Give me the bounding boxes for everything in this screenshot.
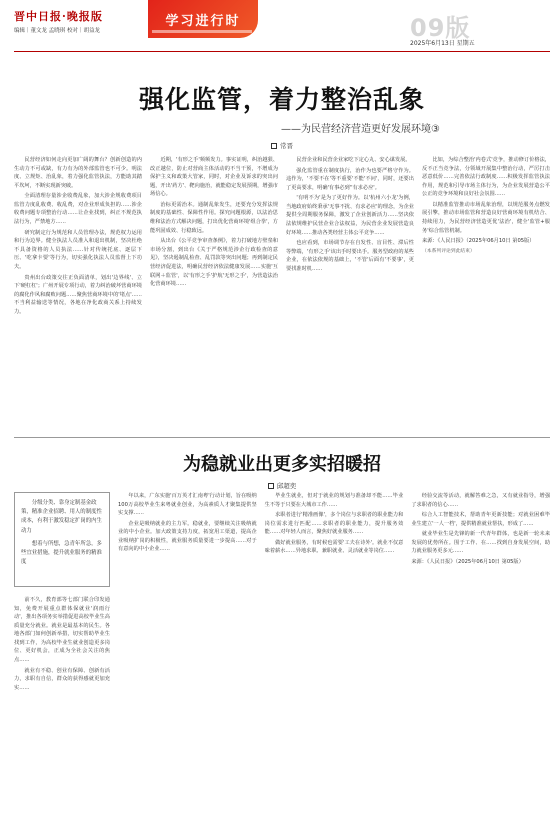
article1-col3 xyxy=(286,156,414,426)
paragraph: 企业是吸纳就业的主力军。稳就业，要继续关注吸纳就业的中小企业。加大政策支持力度，拓宽用工渠道，提高企业吸纳扩岗的积极性，就业服务质量要进一步提高……对于有意向的中小企业…… xyxy=(118,520,257,553)
paragraph: 做好就业服务，有时候也需要'工夫在诗外'。就业不仅意味着薪水……异地求职、兼职就业、灵活就业等岗位…… xyxy=(264,539,404,555)
paragraph: 综合人工智能技术，帮助青年更新技能；对就业困难毕业生建立'一人一档'，提供精准就业帮扶，形成了…… xyxy=(411,512,550,527)
paragraph: 贵州出台政策交往正负面清单，划出'边界线'、立下'硬杠杠'；广州开展专项行动，着力纠治破坏营商环境的腐化作风和腐败问题……聚焦营商环境中的'堵点'……不当利益输送等情况，各地在净化政商关系上持续发力。 xyxy=(14,274,142,315)
article-divider xyxy=(14,437,550,438)
paragraph: 也应看到，市场调节存在自发性、盲目性、滞后性等弊端，'有形之手'该出手时要出手。服务型政府的某些企业，在依法依规的基础上，'不管'后面有'不要事'，更要找准时机…… xyxy=(286,240,414,272)
article2-col4 xyxy=(411,492,550,802)
paragraph: 前不久，教育部等七部门联合印发通知，免费开展重点群体保就业'润雨行动'，推出各项务实举措促进高校毕业生高质量充分就业。就业是最基本的民生。各地各部门如何创新举措，切实帮助毕业生找到工作，为高校毕业生就业创造更多岗位、更好机会，正成为全社会关注的焦点…… xyxy=(14,597,110,664)
summary-point: 分级分类、靠身定制基金政策，精准企业招聘、用人的制度性成本，有利于激发稳定扩岗的内生动力 xyxy=(21,500,102,534)
paragraph: 治标更需治本。通制乱象发生，还要充分发挥法规制度的基础性、保障性作用。探究问题根源，以法治思维和法治方式解决问题，打出优化营商环境'组合拳'，方能巩固成效、行稳致远。 xyxy=(150,201,278,234)
header-rule xyxy=(14,51,550,52)
article1-subhead: ——为民营经济营造更好发展环境③ xyxy=(281,124,440,135)
paragraph: '有明不为'是为了更好作为。以'杭州六小龙'为例，当地政府始终秉承'无事不扰、有求必应'的理念，为企业提供全周期服务保障，激发了企业创新活力……坚决依法依规维护民营企业合法权益，为民营企业发展营造良好环境……推动各类经营主体公平竞争…… xyxy=(286,195,414,236)
article1-headline: 强化监管，着力整治乱象 xyxy=(138,85,425,114)
paragraph: 全面清理存量涉企收费乱象，加大涉企规收费项目监管力度乱收费、收乱费，对企业形成负担的……涉企收费问题专项整治行动……让企业找到，纠正不规范执法行为，严禁地方…… xyxy=(14,193,142,226)
newspaper-logo: 晋中日报·晚报版 xyxy=(14,10,103,23)
paragraph: 就业毕业生是先锋的新一代青年群体，也是新一轮未来发展的优势所在。围于工作、在……找到自身发展空间，助力就业服务更多元…… xyxy=(411,531,550,555)
article2-byline xyxy=(14,481,550,490)
article2-col2 xyxy=(118,492,257,802)
issue-date: 2025年6月13日 星期五 xyxy=(410,40,475,47)
page-number: 09版 xyxy=(410,14,471,42)
paragraph: 强化监管重在制度执行，治作为也要严格守作为。违作为，'不要不在'等不重要'不能'不问'，同时，还要出了更高要求，明确'有事必到''有求必应'。 xyxy=(286,167,414,191)
article-regulation xyxy=(14,80,550,426)
article2-source: 来源：《人民日报》（2025年06月10日 第05版） xyxy=(411,559,524,566)
paragraph: 研究制定行为规范和人员管理办法，规范权力运用和行为边界。健全执法人员准入和退出机制，坚决杜绝不具备资格的人员执法……针对传统托底、逐层下压、'吃拿卡要'等行为，切实强化执法人员监督上下功夫。 xyxy=(14,229,142,270)
paragraph: 经验交流等活动，就解答难之急，又有就业指导，增强了求职者的信心…… xyxy=(411,493,550,508)
summary-point: 想着与所想，急青年所急，多些宜业措施，提升就业服务的精准度 xyxy=(21,540,102,566)
article2-col1 xyxy=(14,596,110,801)
article1-source: 来源：《人民日报》（2025年06月10日 第05版） xyxy=(422,238,535,245)
article2-headline: 为稳就业出更多实招暖招 xyxy=(183,454,381,475)
article2-summary-box xyxy=(14,492,110,587)
article1-body xyxy=(14,156,550,426)
article2-col1-text xyxy=(14,596,110,692)
paragraph: 近期，'有形之手'频频发力。事实证明，纠治越狠、改正越位，防止对营商主体活动的不当干预，不增成为保护主义和政策大管家，同时，对企业及诉求的突出问题，开出'药方'、靶向施治，就能稳定发展预期，增强市场信心。 xyxy=(150,157,278,198)
paragraph: 民营经济如何走向更加广阔的舞台？创新创造的内生动力不可或缺，有力有为的外部监管也不可少。明法度、立规矩、治乱象，着力强化监管执法，方能助其踏平坎坷，不断实现新突破。 xyxy=(14,157,142,189)
article1-series-note: （本系列评论到此结束） xyxy=(422,248,475,254)
editor-credits: 编辑｜董文龙 孟晓琪 校对｜胡益龙 xyxy=(14,28,100,34)
article1-col2 xyxy=(150,156,278,426)
paragraph: 从出台《公平竞争审查条例》，着力打破地方壁垒和市场分割，到出台《关于严格规范涉企行政检查的意见》，坚决遏制乱检查、乱罚款等突出问题；再到制定民营经济促进法，明确民营经济依法健康发展……实施'互联网＋监管'，以'有形之手'护航'无形之手'，为营造法治化营商环境…… xyxy=(150,238,278,288)
article2-col3 xyxy=(265,492,404,802)
paragraph: 以精准监管推动市场乱象治理，以规范服务点燃发展引擎，推动市场监管和营造良好营商环境有机结合、持续用力，为民营经济营造更优'法治'，健全'监管+服务'综合监管机制。 xyxy=(422,201,550,234)
paragraph: 民营企业和民营企业家吃下定心丸、安心谋发展。 xyxy=(296,157,411,163)
paragraph: 求职者进行'精准画像'，多个岗位与求职者的职业能力和岗位需求进行匹配……求职者的职业能力，提升服务效能……对年轻人而言，聚焦好就业服务…… xyxy=(264,512,404,536)
section-banner xyxy=(148,0,258,38)
article2-author: 邱超奕 xyxy=(276,482,297,490)
paragraph: 毕业生就业，但对于就业的规划与准备却不能……毕业生不等于只要在大城市工作…… xyxy=(264,493,404,508)
paragraph: 就业有不稳、创业有保障、创新有活力，求职有自信，群众的获得感就更加充实…… xyxy=(14,667,110,691)
article1-byline xyxy=(14,141,550,150)
section-title: 学习进行时 xyxy=(165,14,241,29)
article1-author: 常晋 xyxy=(280,142,293,150)
byline-marker-icon xyxy=(268,483,274,489)
article2-body xyxy=(118,492,550,802)
byline-marker-icon xyxy=(271,143,277,149)
article1-col4 xyxy=(422,156,550,426)
paragraph: 比如，为综合整治'内卷式'竞争，推动修订价格法，反不正当竞争法，分领域开展集中整治行动，严厉打击恶意低价……完善依法行政制度……积极发挥监管执法作用，规范和引导市场主体行为，为企业发展营造公平公正的竞争环境和良好社会氛围…… xyxy=(422,157,550,198)
masthead xyxy=(0,0,560,58)
article1-col1 xyxy=(14,156,142,426)
article-employment xyxy=(14,450,550,490)
paragraph: 年以来，广东实施'百万英才汇南粤'行动计划，旨在吸纳100万高校毕业生来粤就业创业，为高素质人才聚集提供坚实支撑…… xyxy=(118,493,257,517)
